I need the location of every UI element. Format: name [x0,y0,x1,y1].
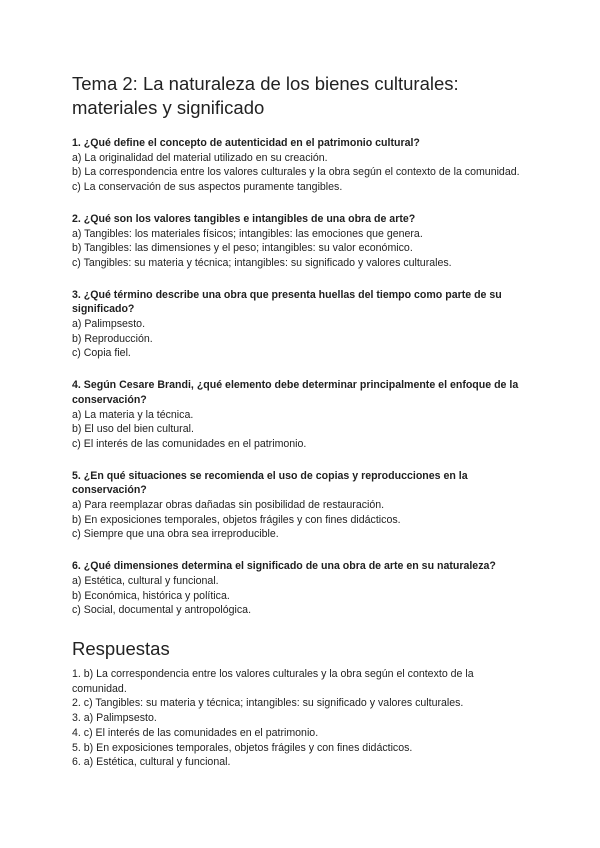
question-text: 3. ¿Qué término describe una obra que presenta huellas del tiempo como parte de su significado? [72,288,502,316]
option-c: c) Tangibles: su materia y técnica; intangibles: su significado y valores culturales. [72,256,452,269]
option-c: c) Social, documental y antropológica. [72,604,252,617]
option-c: c) El interés de las comunidades en el patrimonio. [72,437,307,450]
question-text: 6. ¿Qué dimensiones determina el significado de una obra de arte en su naturaleza? [72,560,496,573]
option-c: c) Copia fiel. [72,347,131,360]
option-b: b) Económica, histórica y política. [72,589,230,602]
answer-item: 1. b) La correspondencia entre los valores culturales y la obra según el contexto de la comunidad. [72,667,474,695]
option-b: b) En exposiciones temporales, objetos frágiles y con fines didácticos. [72,513,401,526]
answer-item: 5. b) En exposiciones temporales, objetos frágiles y con fines didácticos. [72,741,413,754]
answer-item: 4. c) El interés de las comunidades en el patrimonio. [72,726,319,739]
option-b: b) El uso del bien cultural. [72,423,194,436]
question-6 [72,559,528,618]
question-text: 2. ¿Qué son los valores tangibles e intangibles de una obra de arte? [72,212,416,225]
question-text: 4. Según Cesare Brandi, ¿qué elemento debe determinar principalmente el enfoque de la conservación? [72,379,519,406]
document-page [72,72,528,770]
answer-item: 3. a) Palimpsesto. [72,712,157,725]
answer-item: 6. a) Estética, cultural y funcional. [72,756,231,769]
question-1 [72,136,528,195]
option-c: c) La conservación de sus aspectos puramente tangibles. [72,181,343,194]
option-a: a) Tangibles: los materiales físicos; intangibles: las emociones que genera. [72,227,423,240]
option-a: a) Palimpsesto. [72,318,146,331]
question-text: 1. ¿Qué define el concepto de autenticidad en el patrimonio cultural? [72,137,420,149]
option-a: a) La originalidad del material utilizado en su creación. [72,151,328,164]
answers-list [72,667,528,770]
option-b: b) La correspondencia entre los valores culturales y la obra según el contexto de la comunidad. [72,166,520,179]
option-a: a) Estética, cultural y funcional. [72,574,219,587]
page-title: Tema 2: La naturaleza de los bienes culturales: materiales y significado [72,73,459,118]
question-4 [72,378,528,452]
option-b: b) Tangibles: las dimensiones y el peso; intangibles: su valor económico. [72,242,413,255]
question-5 [72,469,528,543]
option-a: a) Para reemplazar obras dañadas sin posibilidad de restauración. [72,499,385,512]
option-a: a) La materia y la técnica. [72,408,194,421]
answer-item: 2. c) Tangibles: su materia y técnica; intangibles: su significado y valores culturales. [72,697,464,710]
option-b: b) Reproducción. [72,332,153,345]
question-3 [72,288,528,362]
question-text: 5. ¿En qué situaciones se recomienda el uso de copias y reproducciones en la conservación? [72,469,468,497]
option-c: c) Siempre que una obra sea irreproducible. [72,528,279,541]
answers-heading: Respuestas [72,637,170,659]
question-2 [72,212,528,271]
